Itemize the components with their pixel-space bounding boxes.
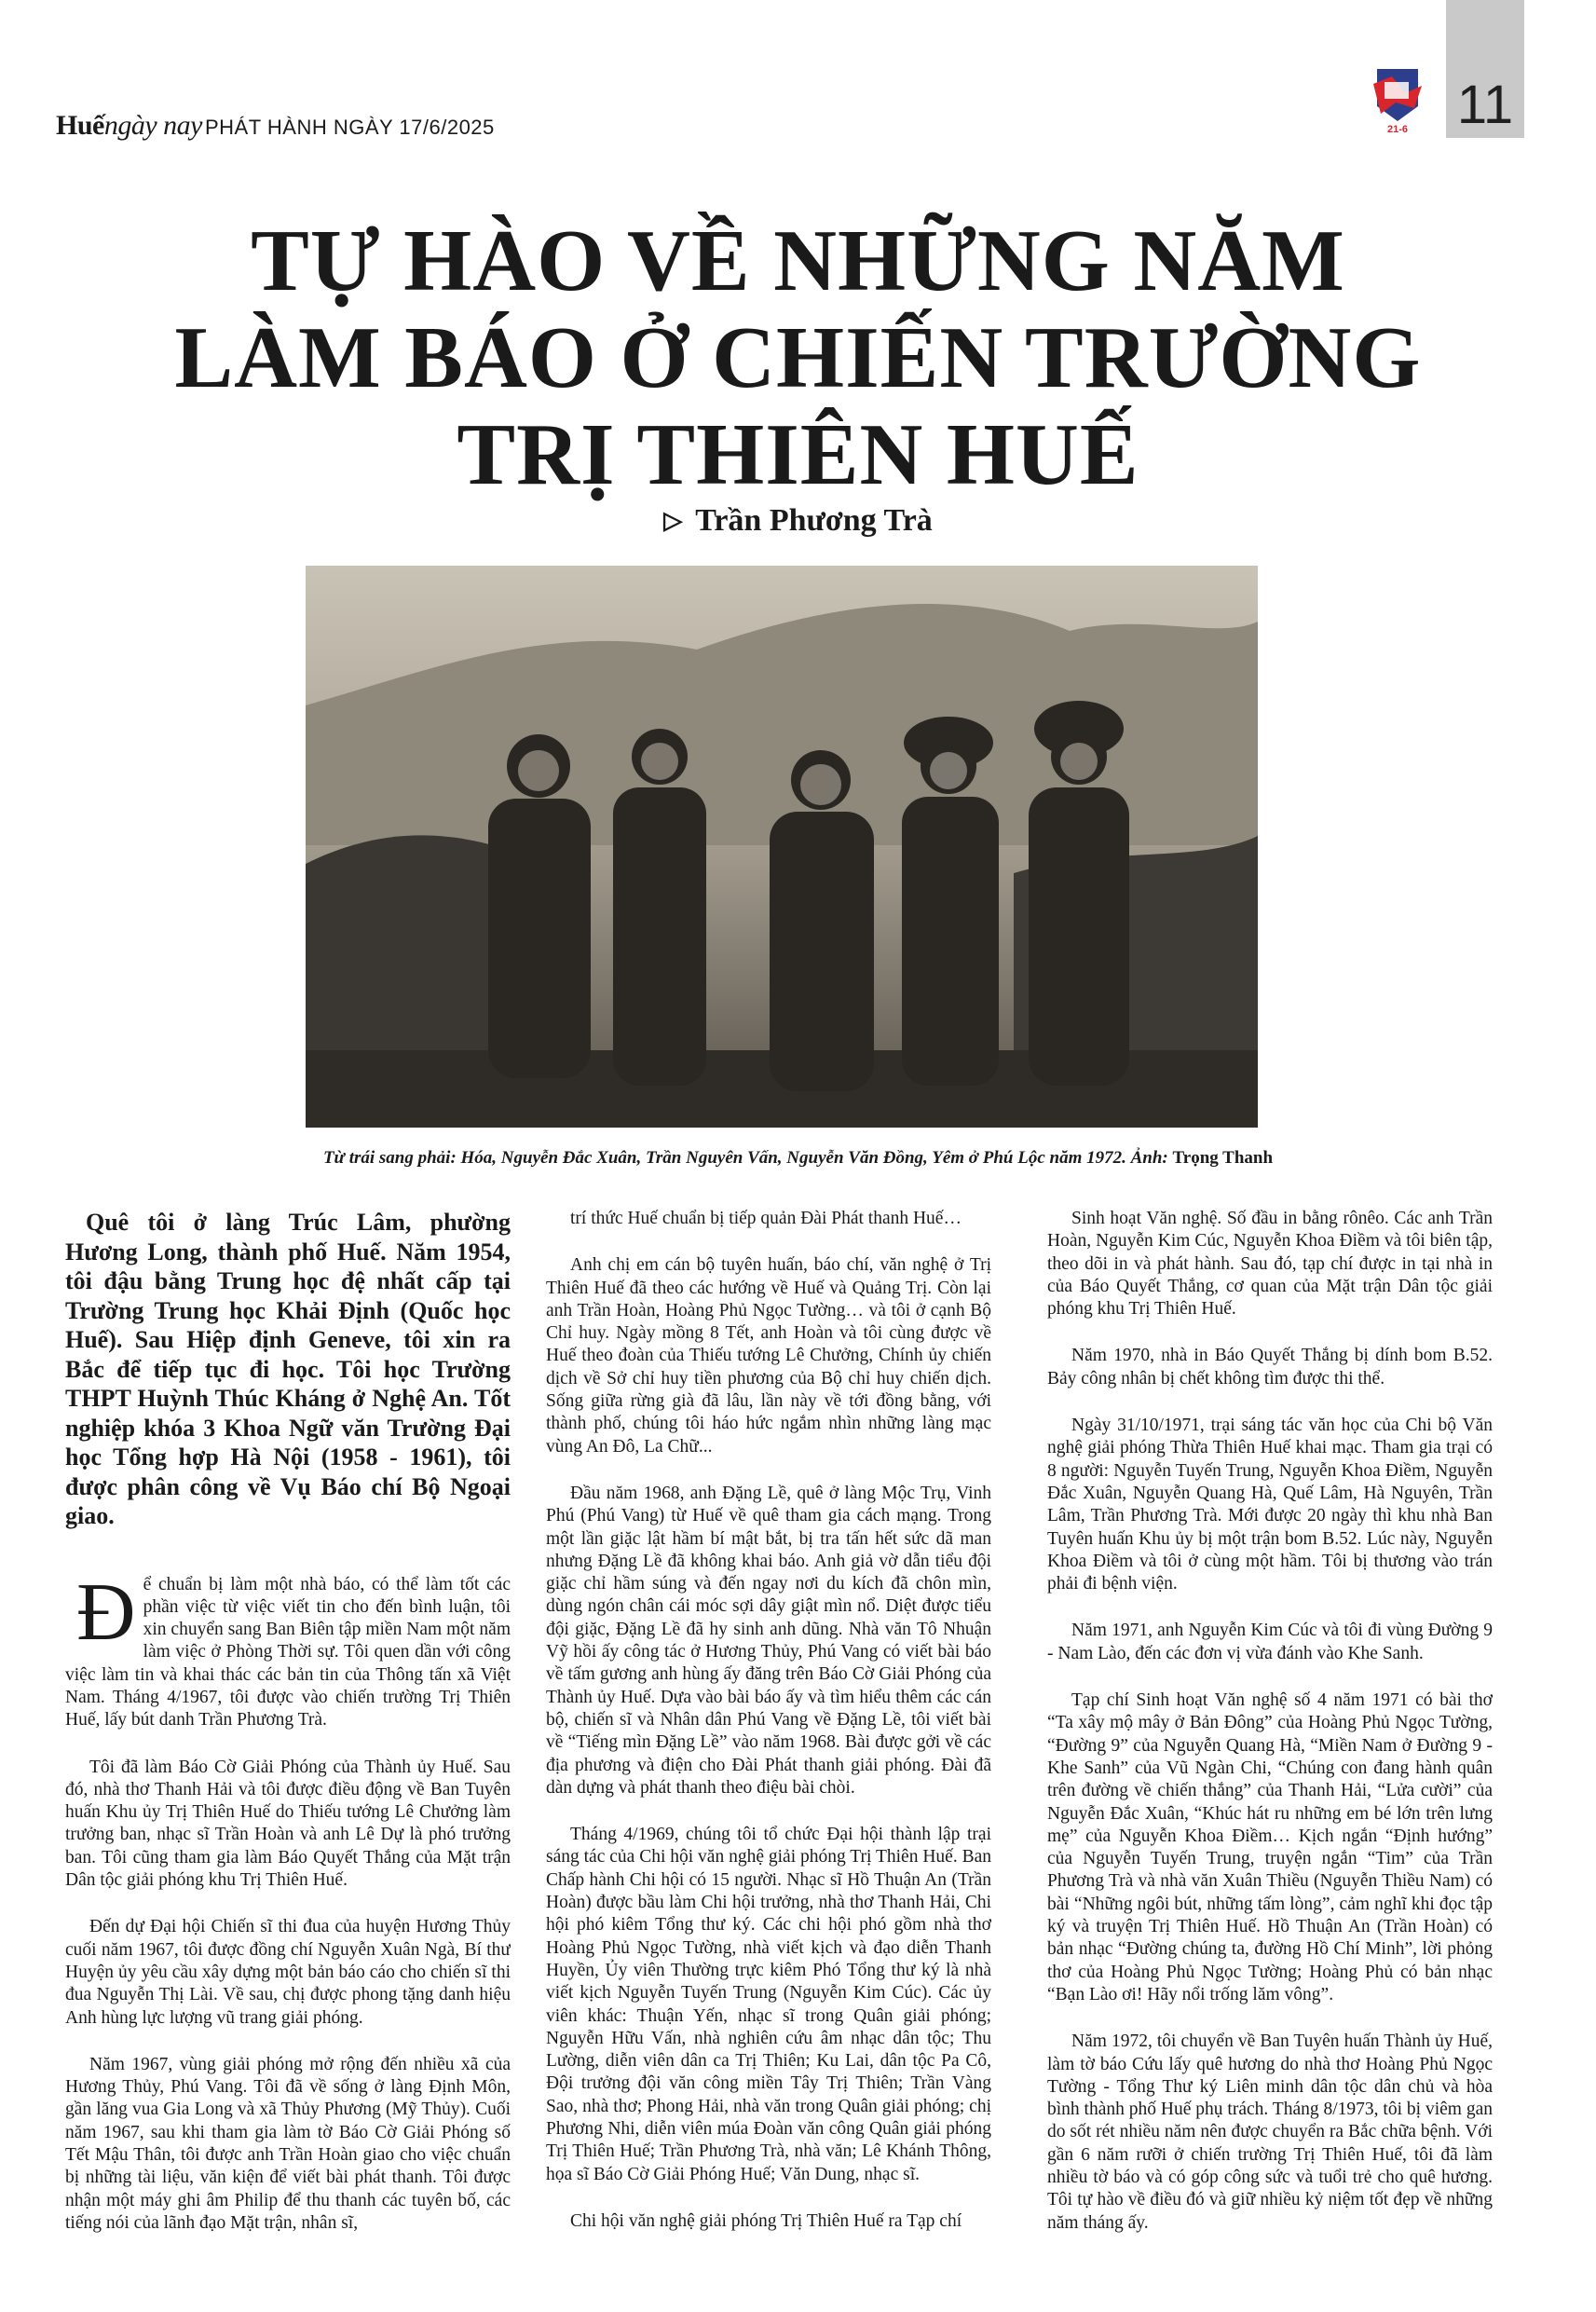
photo-caption xyxy=(186,1148,1410,1169)
photo-credit: Trọng Thanh xyxy=(1172,1148,1274,1168)
body-paragraph: Năm 1967, vùng giải phóng mở rộng đến nhiều xã của Hương Thủy, Phú Vang. Tôi đã về sống ở làng Định Môn, gần lăng vua Gia Long và xã Thủy Phương (Mỹ Thủy). Cuối năm 1967, sau khi tham gia làm tờ Báo Cờ Giải Phóng số Tết Mậu Thân, tôi được anh Trần Hoàn giao cho việc chuẩn bị những tài liệu, văn kiện để viết bài phát thanh. Tôi được nhận một máy ghi âm Philip để thu thanh các tuyên bố, các tiếng nói của lãnh đạo Mặt trận, nhân sĩ, xyxy=(65,2054,511,2233)
byline xyxy=(0,503,1596,539)
issue-date: PHÁT HÀNH NGÀY 17/6/2025 xyxy=(205,116,495,139)
body-paragraph: Năm 1972, tôi chuyển về Ban Tuyên huấn Thành ủy Huế, làm tờ báo Cứu lấy quê hương do nhà thơ Hoàng Phủ Ngọc Tường - Tổng Thư ký Liên minh dân tộc dân chủ và hòa bình thành phố Huế phụ trách. Tháng 8/1973, tôi bị viêm gan do sốt rét nhiều năm nên được chuyển ra Bắc chữa bệnh. Với gần 6 năm rưỡi ở chiến trường Trị Thiên Huế, tôi đã làm nhiều tờ báo và có góp công sức và tuổi trẻ cho quê hương. Tôi tự hào về điều đó và giữ nhiều kỷ niệm tốt đẹp về những năm tháng ấy. xyxy=(1047,2032,1493,2233)
page-number: 11 xyxy=(1456,75,1514,135)
body-paragraph: Đầu năm 1968, anh Đặng Lề, quê ở làng Mộc Trụ, Vinh Phú (Phú Vang) từ Huế về quê tham gia cách mạng. Trong một lần giặc lật hầm bí mật bắt, bị tra tấn hết sức dã man nhưng Đặng Lề đã không khai báo. Anh giả vờ dẫn tiểu đội giặc chỉ hầm súng và đến ngay nơi du kích đã chôn mìn, dùng ngón chân cái móc sợi dây giật mìn nổ. Diệt được tiểu đội giặc, Đặng Lề đã hy sinh anh dũng. Nhà văn Tô Nhuận Vỹ hồi ấy công tác ở Hương Thủy, Phú Vang có viết bài báo về tấm gương anh hùng ấy đăng trên Báo Cờ Giải Phóng của Thành ủy Huế. Dựa vào bài báo ấy và tìm hiểu thêm các cán bộ, chiến sĩ và Nhân dân Phú Vang về Đặng Lề, tôi viết bài về “Tiếng mìn Đặng Lề” vào năm 1968. Bài được gởi về các địa phương và điện cho Đài Phát thanh giải phóng. Đài đã dàn dựng và phát thanh theo điệu bài chòi. xyxy=(546,1483,991,1798)
body-paragraph: Chi hội văn nghệ giải phóng Trị Thiên Huế ra Tạp chí xyxy=(570,2210,962,2231)
byline-triangle-icon: ▷ xyxy=(663,507,683,534)
title-line-2: LÀM BÁO Ở CHIẾN TRƯỜNG xyxy=(174,309,1422,406)
author-name: Trần Phương Trà xyxy=(695,503,933,538)
page-number-box xyxy=(1446,0,1524,138)
body-paragraph: Đến dự Đại hội Chiến sĩ thi đua của huyện Hương Thủy cuối năm 1967, tôi được đồng chí Nguyễn Xuân Ngà, Bí thư Huyện ủy yêu cầu xây dựng một bản báo cáo cho chiến sĩ thi đua Nguyễn Thị Lài. Về sau, chị được phong tặng danh hiệu Anh hùng lực lượng vũ trang giải phóng. xyxy=(65,1917,511,2028)
body-paragraph: trí thức Huế chuẩn bị tiếp quản Đài Phát thanh Huế… xyxy=(570,1209,962,1228)
body-paragraph: Sinh hoạt Văn nghệ. Số đầu in bằng rônêo. Các anh Trần Hoàn, Nguyễn Kim Cúc, Nguyễn Khoa Điềm và tôi biên tập, theo dõi in và phát hành. Sau đó, tạp chí được in tại nhà in của Báo Quyết Thắng, cơ quan của Mặt trận Dân tộc giải phóng khu Trị Thiên Huế. xyxy=(1047,1209,1493,1320)
body-paragraph xyxy=(65,1566,511,1732)
body-paragraph: Anh chị em cán bộ tuyên huấn, báo chí, văn nghệ ở Trị Thiên Huế đã theo các hướng về Huế và Quảng Trị. Còn lại anh Trần Hoàn, Hoàng Phủ Ngọc Tường… và tôi ở cạnh Bộ Chỉ huy. Ngày mồng 8 Tết, anh Hoàn và tôi cùng được về Huế theo đoàn của Thiếu tướng Lê Chưởng, Chính ủy chiến dịch về Sở chỉ huy tiền phương của Bộ chỉ huy chiến dịch. Sống giữa rừng già đã lâu, lần này về tới đồng bằng, với thành phố, chúng tôi háo hức ngắm nhìn những làng mạc vùng An Đô, La Chữ... xyxy=(546,1255,991,1457)
logo-text-a: Huế xyxy=(56,110,104,141)
logo-text-b: ngày nay xyxy=(103,110,202,141)
body-paragraph: Năm 1970, nhà in Báo Quyết Thắng bị dính bom B.52. Bảy công nhân bị chết không tìm được thi thể. xyxy=(1047,1346,1493,1389)
masthead xyxy=(56,110,634,147)
anniversary-emblem-icon xyxy=(1364,65,1431,136)
article-column-3 xyxy=(1047,1208,1493,2279)
lead-paragraph: Quê tôi ở làng Trúc Lâm, phường Hương Long, thành phố Huế. Năm 1954, tôi đậu bằng Trung học đệ nhất cấp tại Trường Trung học Khải Định (Quốc học Huế). Sau Hiệp định Geneve, tôi xin ra Bắc để tiếp tục đi học. Tôi học Trường THPT Huỳnh Thúc Kháng ở Nghệ An. Tốt nghiệp khóa 3 Khoa Ngữ văn Trường Đại học Tổng hợp Hà Nội (1958 - 1961), tôi được phân công về Vụ Báo chí Bộ Ngoại giao. xyxy=(65,1209,511,1529)
body-paragraph: Tôi đã làm Báo Cờ Giải Phóng của Thành ủy Huế. Sau đó, nhà thơ Thanh Hải và tôi được điều động về Ban Tuyên huấn Khu ủy Trị Thiên Huế do Thiếu tướng Lê Chưởng làm trưởng ban, nhạc sĩ Trần Hoàn và anh Lê Dự là phó trưởng ban. Tôi cũng tham gia làm Báo Quyết Thắng của Mặt trận Dân tộc giải phóng khu Trị Thiên Huế. xyxy=(65,1757,511,1891)
article-title xyxy=(140,212,1456,503)
body-paragraph: Năm 1971, anh Nguyễn Kim Cúc và tôi đi vùng Đường 9 - Nam Lào, đến các đơn vị vừa đánh vào Khe Sanh. xyxy=(1047,1621,1493,1663)
body-paragraph: Tháng 4/1969, chúng tôi tổ chức Đại hội thành lập trại sáng tác của Chi hội văn nghệ giải phóng Trị Thiên Huế. Ban Chấp hành Chi hội có 15 người. Nhạc sĩ Hồ Thuận An (Trần Hoàn) được bầu làm Chi hội trưởng, nhà thơ Thanh Hải, Chi hội phó kiêm Tổng thư ký. Các chi hội phó gồm nhà thơ Hoàng Phủ Ngọc Tường, nhà viết kịch và đạo diễn Thanh Huyền, Ủy viên Thường trực kiêm Phó Tổng thư ký là nhà viết kịch Nguyễn Tuyến Trung (Nguyễn Kim Cúc). Các ủy viên khác: Thuận Yến, nhạc sĩ trong Quân giải phóng; Nguyễn Hữu Vấn, nhà nghiên cứu âm nhạc dân tộc; Thu Lường, diễn viên dân ca Trị Thiên; Ku Lai, dân tộc Pa Cô, Đội trưởng đội văn công miền Tây Trị Thiên; Trần Vàng Sao, nhà thơ; Phong Hải, nhà văn trong Quân giải phóng; chị Phương Nhi, diễn viên múa Đoàn văn công Quân giải phóng Trị Thiên Huế; Trần Phương Trà, nhà văn; Lê Khánh Thông, họa sĩ Báo Cờ Giải Phóng Huế; Văn Dung, nhạc sĩ. xyxy=(546,1825,991,2184)
drop-cap: Đ xyxy=(76,1566,136,1658)
article-photo xyxy=(306,566,1258,1128)
newspaper-logo xyxy=(56,110,202,142)
photo-caption-text: Từ trái sang phải: Hóa, Nguyễn Đắc Xuân, Trần Nguyên Vấn, Nguyễn Văn Đồng, Yêm ở Phú Lộc năm 1972. Ảnh: xyxy=(322,1148,1168,1168)
title-line-3: TRỊ THIÊN HUẾ xyxy=(457,406,1139,503)
title-line-1: TỰ HÀO VỀ NHỮNG NĂM xyxy=(251,212,1345,309)
article-column-2 xyxy=(546,1208,991,2279)
emblem-label: 21-6 xyxy=(1386,124,1409,135)
drop-cap-paragraph-text: ể chuẩn bị làm một nhà báo, có thể làm tốt các phần việc từ việc viết tin cho đến bình luận, tôi xin chuyển sang Ban Biên tập miền Nam một năm làm việc ở Phòng Thời sự. Tôi quen dần với công việc làm tin và khai thác các bản tin của Thông tấn xã Việt Nam. Tháng 4/1967, tôi được vào chiến trường Trị Thiên Huế, lấy bút danh Trần Phương Trà. xyxy=(65,1574,511,1731)
body-paragraph: Ngày 31/10/1971, trại sáng tác văn học của Chi bộ Văn nghệ giải phóng Thừa Thiên Huế khai mạc. Tham gia trại có 8 người: Nguyễn Tuyến Trung, Nguyễn Khoa Điềm, Nguyễn Đắc Xuân, Nguyễn Quang Hà, Quế Lâm, Hà Nguyên, Trần Lâm, Trần Phương Trà. Mới được 20 ngày thì khu nhà Ban Tuyên huấn Khu ủy bị một trận bom B.52. Lúc này, Nguyễn Khoa Điềm và tôi ở cùng một hầm. Tôi bị thương vào trán phải đi bệnh viện. xyxy=(1047,1416,1493,1594)
body-paragraph: Tạp chí Sinh hoạt Văn nghệ số 4 năm 1971 có bài thơ “Ta xây mộ mây ở Bản Đông” của Hoàng Phủ Ngọc Tường, “Đường 9” của Nguyễn Quang Hà, “Miền Nam ở Đường 9 - Khe Sanh” của Vũ Ngàn Chi, “Chúng con đang hành quân trên đường về chiến thắng” của Thanh Hải, “Lửa cười” của Nguyễn Đắc Xuân, “Khúc hát ru những em bé lớn trên lưng mẹ” của Nguyễn Khoa Điềm… Kịch ngắn “Định hướng” của Nguyễn Tuyến Trung, truyện ngắn “Tim” của Trần Phương Trà và nhà văn Xuân Thiều (Nguyễn Thiều Nam) có bài “Những ngôi bút, những tấm lòng”, cảm nghĩ khi đọc tập ký và truyện Trị Thiên Huế. Hồ Thuận An (Trần Hoàn) có bản nhạc “Đường chúng ta, đường Hồ Chí Minh”, lời phỏng thơ của Hoàng Phủ Ngọc Tường; Hoàng Phủ có bản nhạc “Bạn Lào ơi! Hãy nổi trống lăm vông”. xyxy=(1047,1690,1493,2004)
article-column-1 xyxy=(65,1208,511,2279)
